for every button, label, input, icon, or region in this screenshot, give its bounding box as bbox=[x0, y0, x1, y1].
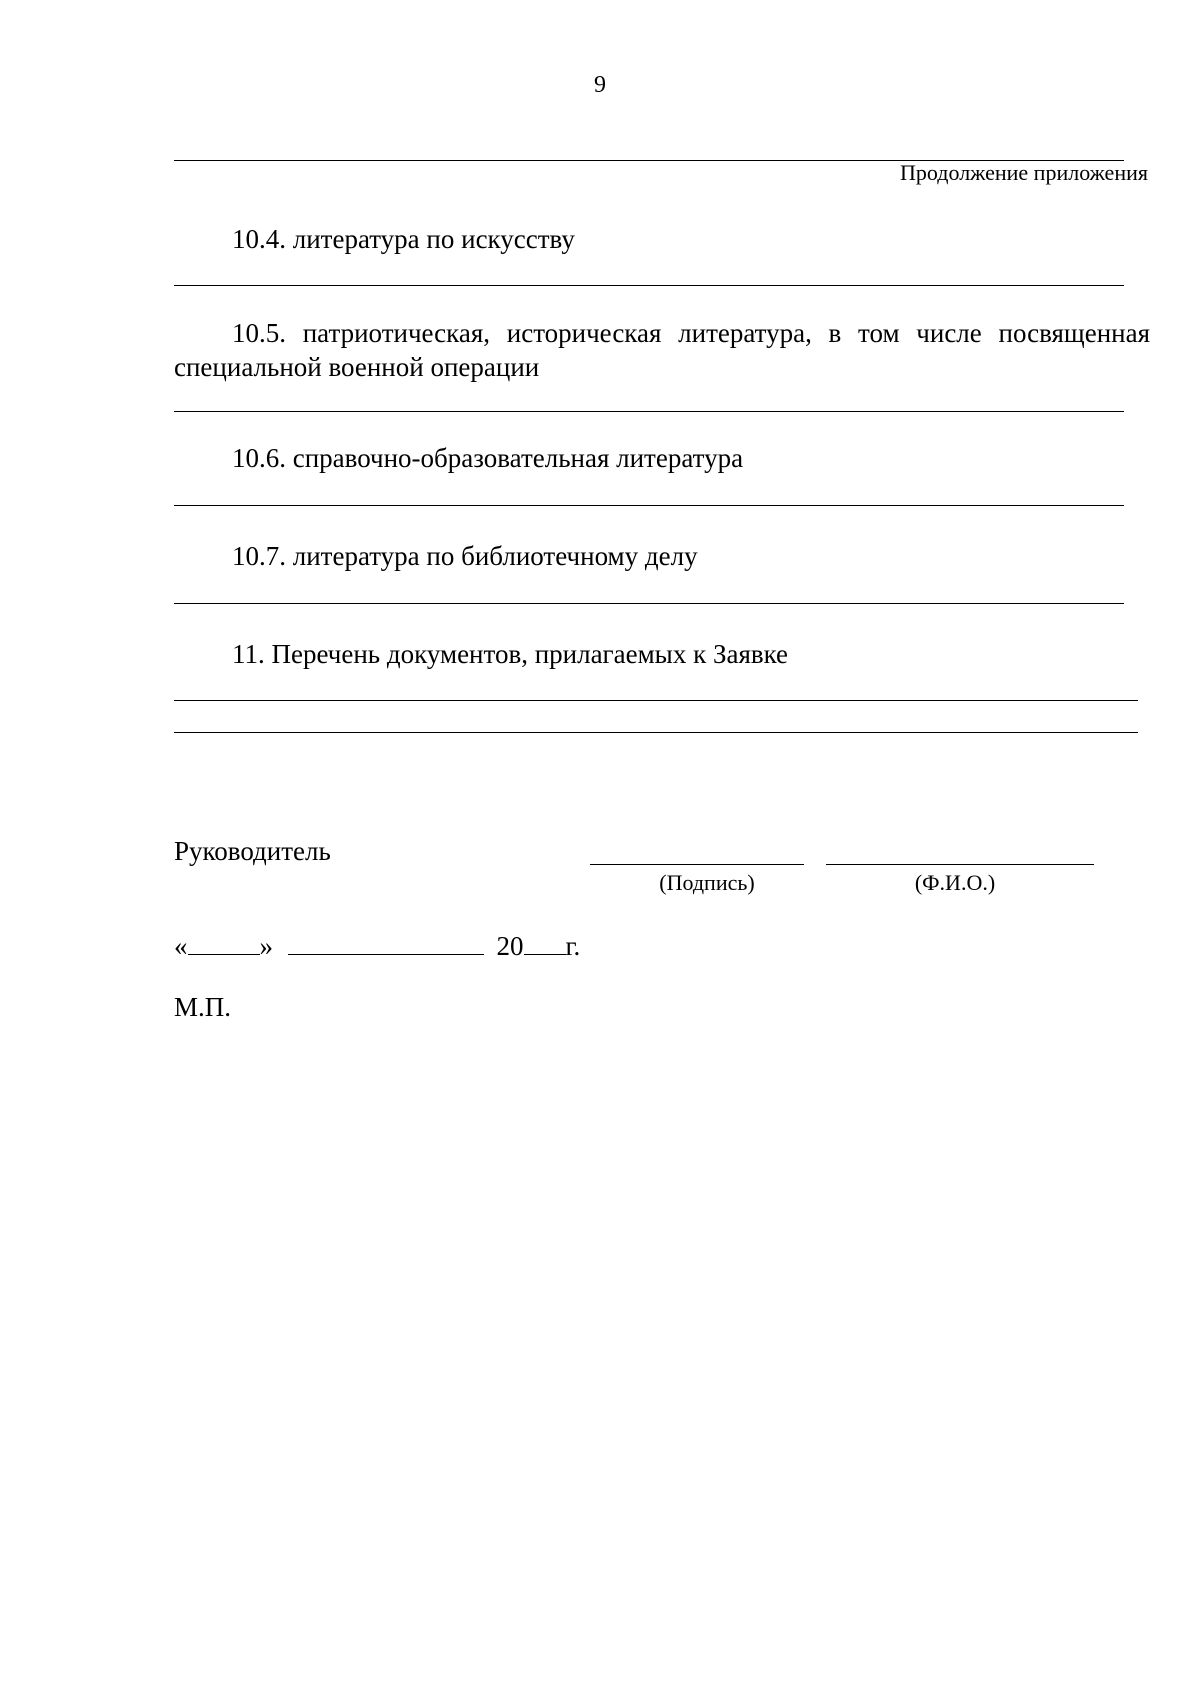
continuation-label: Продолжение приложения bbox=[900, 160, 1148, 185]
fill-line-11-a bbox=[174, 700, 1138, 701]
fill-line-11-b bbox=[174, 732, 1138, 733]
signature-caption: (Подпись) bbox=[659, 870, 755, 895]
date-month-blank bbox=[288, 930, 484, 955]
fill-line-10-5 bbox=[174, 411, 1124, 412]
signatory-role-label: Руководитель bbox=[174, 836, 331, 866]
section-10-6: 10.6. справочно-образовательная литература bbox=[232, 443, 744, 473]
section-10-4: 10.4. литература по искусству bbox=[232, 224, 575, 254]
date-open-quote: « bbox=[174, 931, 188, 961]
date-year-blank bbox=[524, 930, 566, 955]
signature-line bbox=[590, 864, 804, 865]
name-line bbox=[826, 864, 1094, 865]
section-10-7: 10.7. литература по библиотечному делу bbox=[232, 541, 698, 571]
section-10-5: 10.5. патриотическая, историческая литература, в том числе посвященная специальной военной операции bbox=[174, 318, 1150, 382]
stamp-placeholder-label: М.П. bbox=[174, 992, 232, 1022]
date-year-prefix: 20 bbox=[496, 931, 524, 961]
section-11: 11. Перечень документов, прилагаемых к Заявке bbox=[232, 639, 789, 669]
fill-line-10-7 bbox=[174, 603, 1124, 604]
name-caption: (Ф.И.О.) bbox=[914, 870, 996, 895]
date-day-blank bbox=[188, 930, 260, 955]
date-year-suffix: г. bbox=[565, 931, 581, 961]
date-close-quote: » bbox=[259, 931, 273, 961]
date-line bbox=[174, 930, 580, 962]
page-number: 9 bbox=[594, 72, 606, 98]
fill-line-10-6 bbox=[174, 505, 1124, 506]
fill-line-10-4 bbox=[174, 285, 1124, 286]
